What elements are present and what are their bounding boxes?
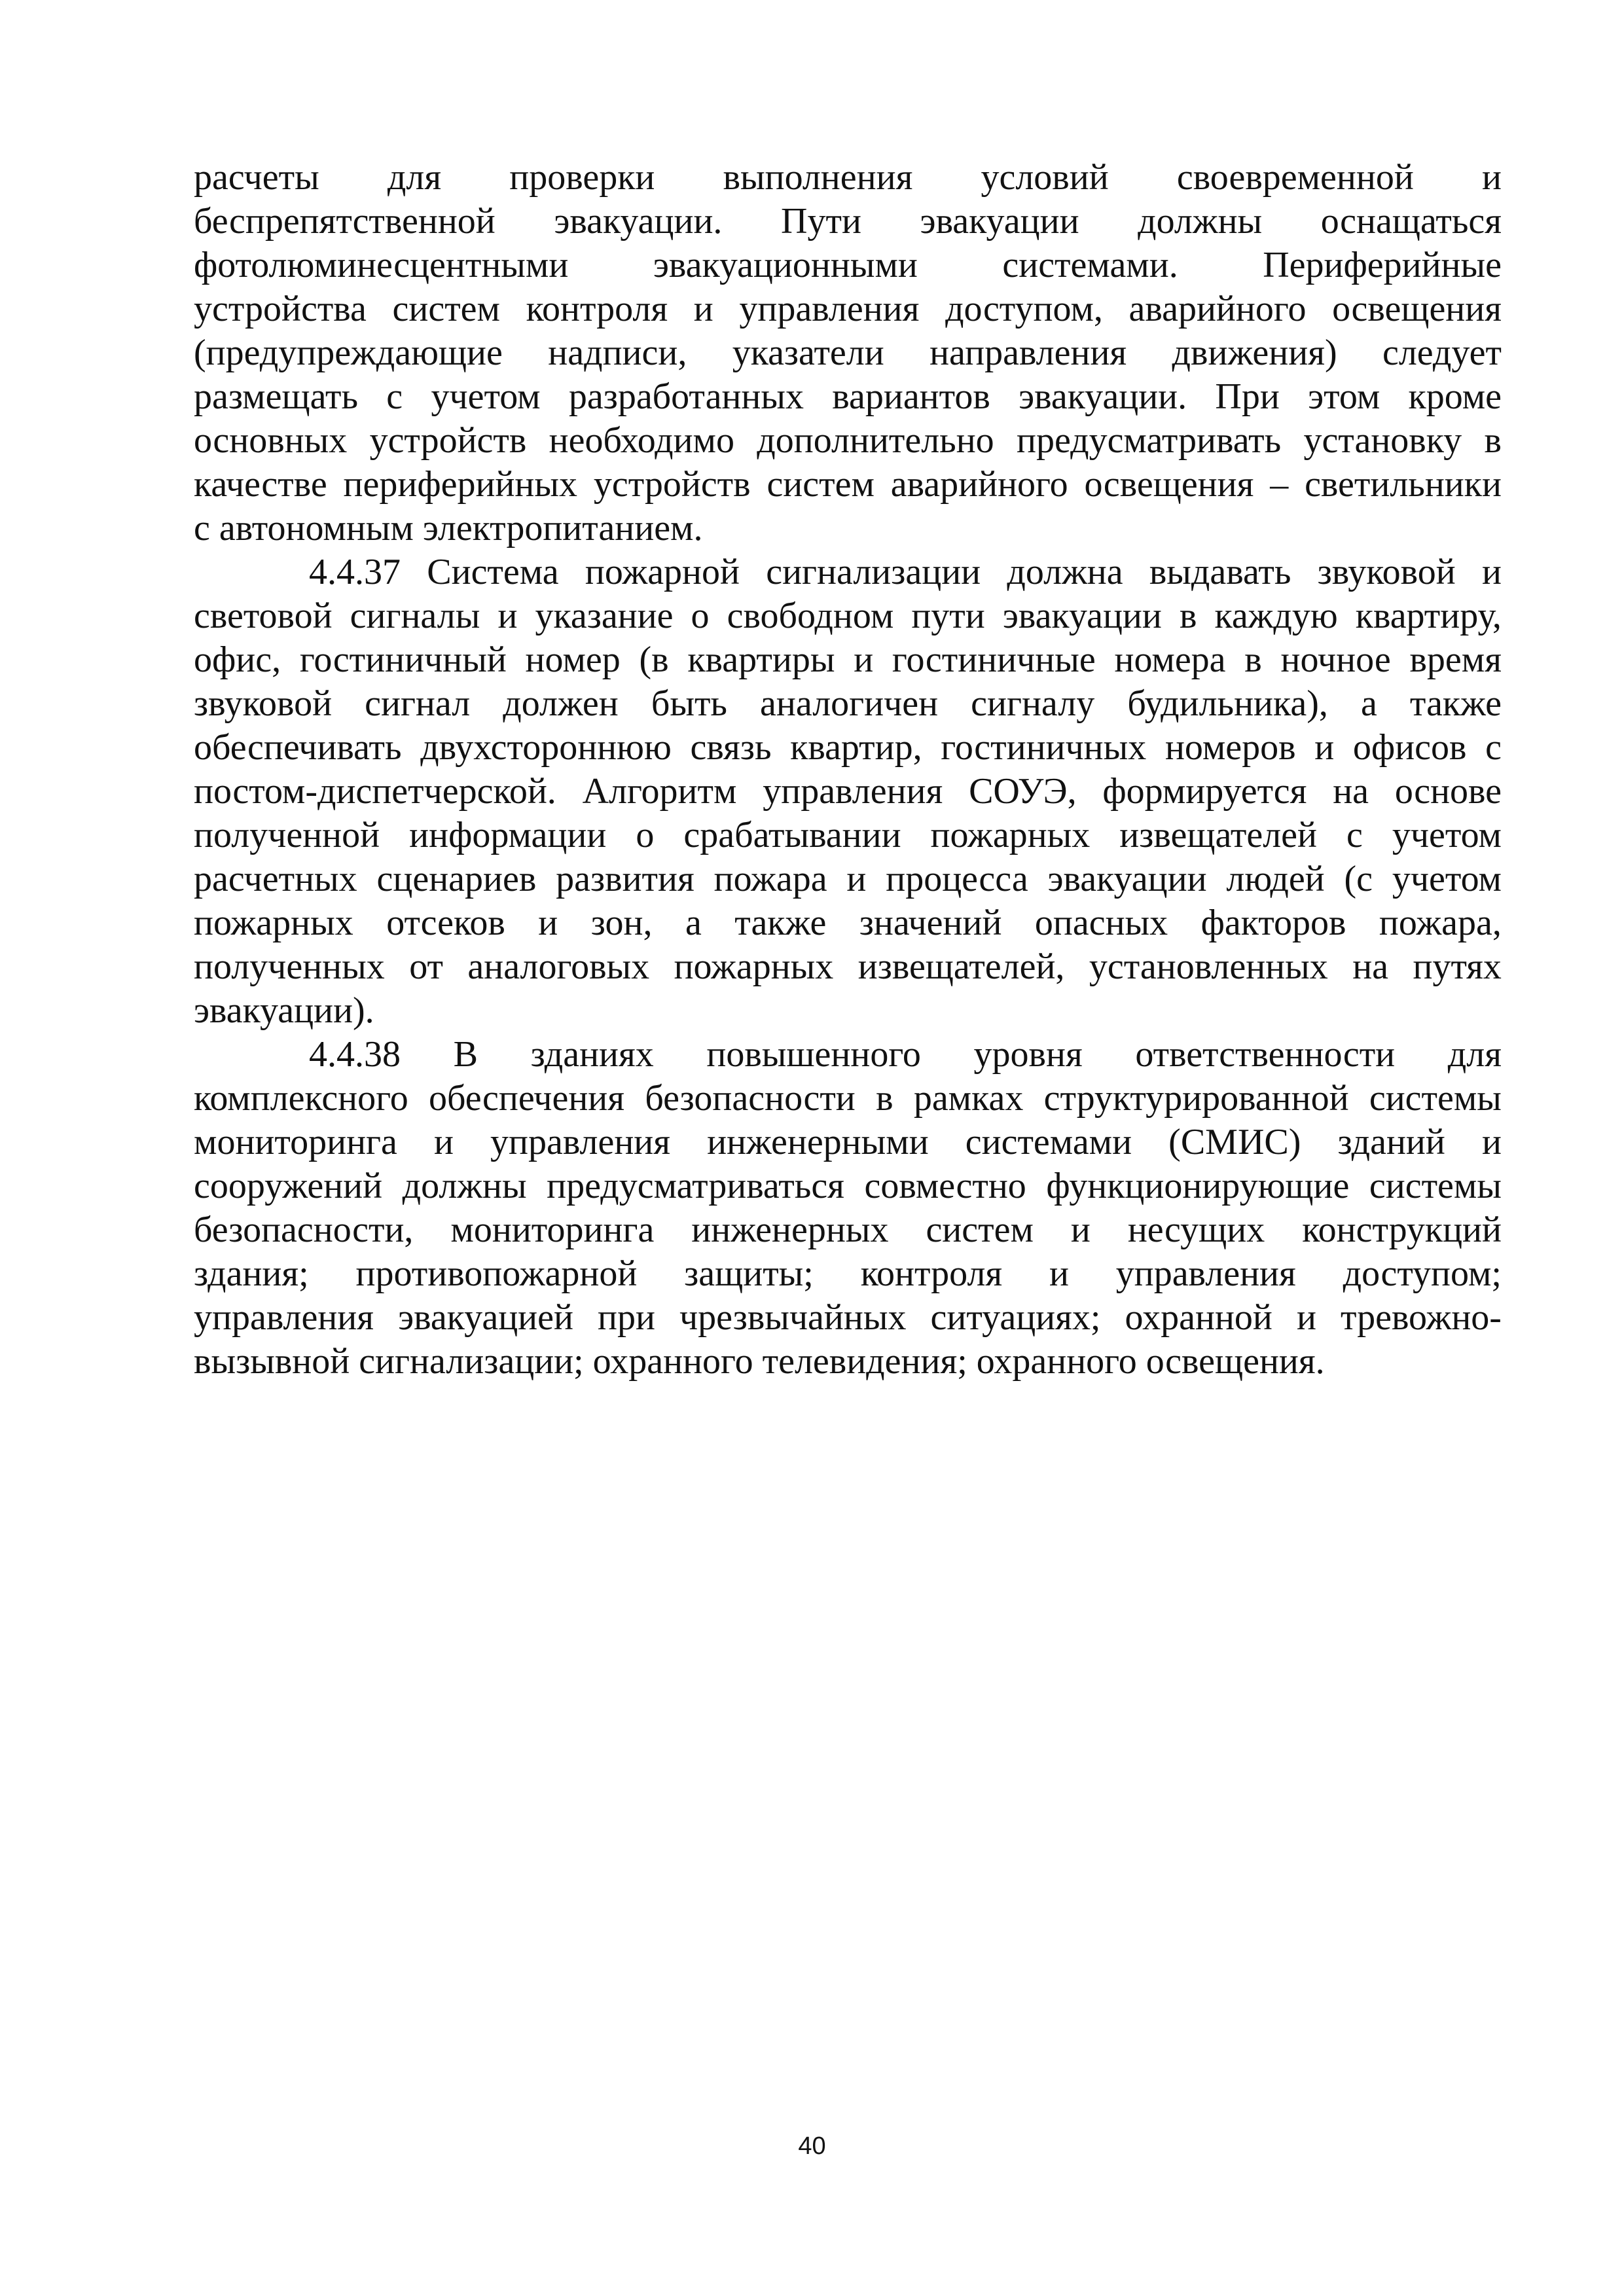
text-line: офис, гостиничный номер (в квартиры и гостиничные номера в ночное время [194,639,1502,680]
text-line: расчетных сценариев развития пожара и процесса эвакуации людей (с учетом [194,859,1502,899]
text-line: фотолюминесцентными эвакуационными системами. Периферийные [194,245,1502,285]
text-line: мониторинга и управления инженерными системами (СМИС) зданий и [194,1122,1502,1162]
text-line: сооружений должны предусматриваться совместно функционирующие системы [194,1166,1502,1206]
text-line: звуковой сигнал должен быть аналогичен сигналу будильника), а также [194,683,1502,724]
text-line: постом-диспетчерской. Алгоритм управления СОУЭ, формируется на основе [194,771,1502,812]
text-line: управления эвакуацией при чрезвычайных ситуациях; охранной и тревожно- [194,1297,1502,1338]
paragraph-4-4-37-fire-alarm [194,550,1502,1033]
text-line: здания; противопожарной защиты; контроля и управления доступом; [194,1253,1502,1294]
text-line: вызывной сигнализации; охранного телевидения; охранного освещения. [194,1341,1325,1382]
text-line: комплексного обеспечения безопасности в рамках структурированной системы [194,1078,1502,1119]
document-body [194,156,1502,1384]
text-line: 4.4.38 В зданиях повышенного уровня ответственности для [309,1034,1502,1075]
paragraph-4-4-38-smis [194,1033,1502,1384]
text-line: пожарных отсеков и зон, а также значений опасных факторов пожара, [194,903,1502,943]
text-line: безопасности, мониторинга инженерных систем и несущих конструкций [194,1210,1502,1250]
text-line: расчеты для проверки выполнения условий своевременной и [194,157,1502,198]
text-line: размещать с учетом разработанных вариантов эвакуации. При этом кроме [194,376,1502,417]
text-line: эвакуации). [194,990,374,1031]
text-line: световой сигналы и указание о свободном пути эвакуации в каждую квартиру, [194,596,1502,636]
text-line: 4.4.37 Система пожарной сигнализации должна выдавать звуковой и [309,552,1502,592]
text-line: качестве периферийных устройств систем аварийного освещения – светильники [194,464,1502,505]
page-number: 40 [798,2132,826,2160]
text-line: обеспечивать двухстороннюю связь квартир, гостиничных номеров и офисов с [194,727,1502,768]
text-line: беспрепятственной эвакуации. Пути эвакуации должны оснащаться [194,201,1502,242]
text-line: полученных от аналоговых пожарных извещателей, установленных на путях [194,946,1502,987]
text-line: полученной информации о срабатывании пожарных извещателей с учетом [194,815,1502,855]
text-line: устройства систем контроля и управления доступом, аварийного освещения [194,289,1502,329]
text-line: (предупреждающие надписи, указатели направления движения) следует [194,332,1502,373]
text-line: основных устройств необходимо дополнительно предусматривать установку в [194,420,1502,461]
paragraph-evacuation-calculations [194,156,1502,550]
text-line: с автономным электропитанием. [194,508,703,548]
